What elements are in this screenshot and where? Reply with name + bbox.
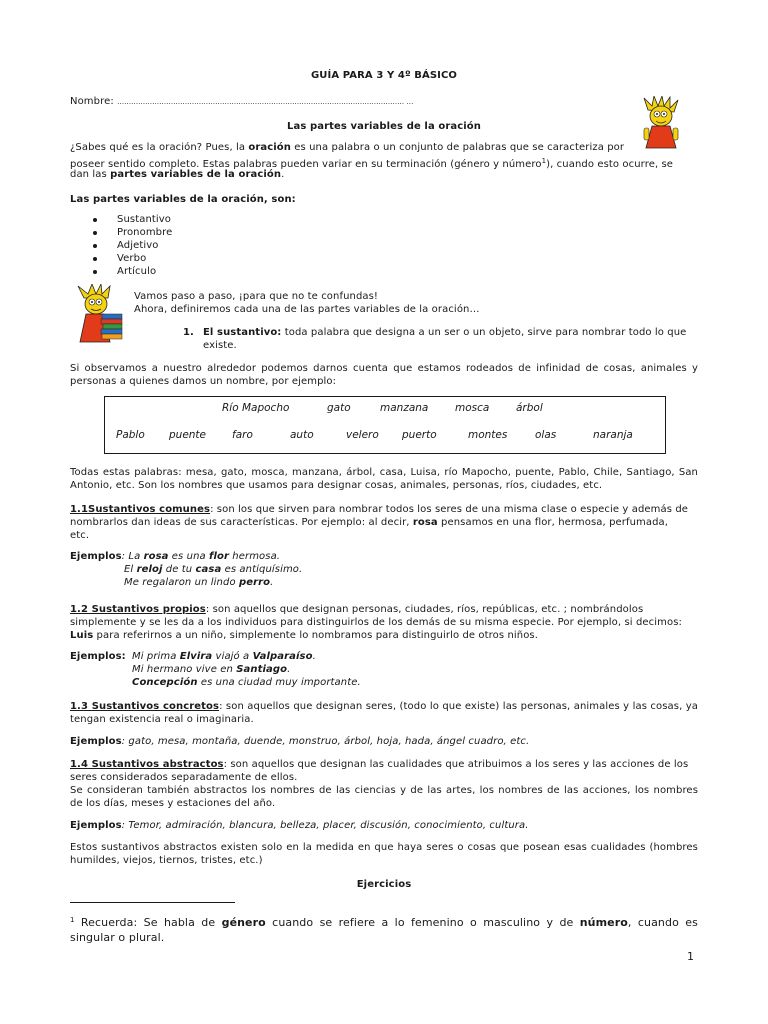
- list-item: Pronombre: [117, 227, 173, 238]
- examples-3: Ejemplos: gato, mesa, montaña, duende, monstruo, árbol, hoja, hada, ángel cuadro, etc.: [70, 736, 530, 747]
- name-field: [70, 95, 413, 109]
- observe-line-1: Si observamos a nuestro alrededor podemos darnos cuenta que estamos rodeados de infinidad de cosas, animales y: [70, 363, 698, 374]
- examples-2-line-1-text: Mi prima Elvira viajó a Valparaíso.: [132, 651, 316, 662]
- step-line-2: Ahora, definiremos cada una de las partes variables de la oración…: [134, 304, 480, 315]
- lisa-with-books-icon: [68, 284, 126, 346]
- bullet-icon: [93, 257, 97, 261]
- name-dots: …………………………………………………………………………………………………………… …: [117, 98, 414, 106]
- list-item: Adjetivo: [117, 240, 159, 251]
- item-1-line-1: El sustantivo: toda palabra que designa a un ser o un objeto, sirve para nombrar todo lo que: [203, 327, 687, 338]
- examples-2-line-1: Ejemplos:: [70, 651, 126, 662]
- page-title: GUÍA PARA 3 Y 4º BÁSICO: [310, 70, 457, 81]
- box-word: mosca: [455, 402, 490, 414]
- abstract-nouns-line-1: 1.4 Sustantivos abstractos: son aquellos que designan las cualidades que atribuimos a los seres y las acciones de los: [70, 759, 689, 770]
- box-word: Río Mapocho: [222, 402, 290, 414]
- page-number: 1: [687, 950, 695, 963]
- box-word: árbol: [516, 402, 543, 414]
- box-word: olas: [535, 429, 557, 441]
- examples-box: [104, 396, 666, 454]
- box-word: faro: [232, 429, 253, 441]
- box-word: naranja: [593, 429, 633, 441]
- bullet-icon: [93, 218, 97, 222]
- observe-line-2: personas a quienes damos un nombre, por ejemplo:: [70, 376, 337, 387]
- examples-2-line-3: Concepción es una ciudad muy importante.: [132, 677, 361, 688]
- item-1-line-2: existe.: [203, 340, 237, 351]
- exercises-heading: Ejercicios: [356, 879, 412, 890]
- todas-line-2: Antonio, etc. Son los nombres que usamos para designar cosas, animales, personas, ríos, ciudades, etc.: [70, 480, 603, 491]
- intro-line-3: dan las partes variables de la oración.: [70, 169, 285, 180]
- proper-nouns-line-1: 1.2 Sustantivos propios: son aquellos que designan personas, ciudades, ríos, repúblicas, etc. ; nombrándolos: [70, 604, 644, 615]
- common-nouns-line-2: nombrarlos dan ideas de sus características. Por ejemplo: al decir, rosa pensamos en una flor, hermosa, perfumada,: [70, 517, 669, 528]
- box-word: Pablo: [116, 429, 145, 441]
- examples-1-line-2: El reloj de tu casa es antiquísimo.: [124, 564, 303, 575]
- box-word: montes: [468, 429, 508, 441]
- subtitle: Las partes variables de la oración: [287, 121, 481, 132]
- box-word: manzana: [380, 402, 429, 414]
- common-nouns-line-3: etc.: [70, 530, 90, 541]
- box-word: velero: [346, 429, 379, 441]
- intro-line-1: ¿Sabes qué es la oración? Pues, la oración es una palabra o un conjunto de palabras que se caracteriza por: [70, 142, 625, 153]
- abstract-nouns-line-3: Se consideran también abstractos los nombres de las ciencias y de las artes, los nombres de las acciones, los nombres: [70, 785, 698, 796]
- examples-1-line-1: Ejemplos: La rosa es una flor hermosa.: [70, 551, 281, 562]
- examples-1-line-3: Me regalaron un lindo perro.: [124, 577, 274, 588]
- common-nouns-line-1: 1.1Sustantivos comunes: son los que sirven para nombrar todos los seres de una misma clase o especie y además de: [70, 504, 689, 515]
- list-item: Sustantivo: [117, 214, 172, 225]
- box-word: gato: [327, 402, 351, 414]
- step-line-1: Vamos paso a paso, ¡para que no te confundas!: [134, 291, 379, 302]
- examples-4: Ejemplos: Temor, admiración, blancura, belleza, placer, discusión, conocimiento, cultura.: [70, 820, 529, 831]
- abstract-nouns-line-2: seres considerados separadamente de ellos.: [70, 772, 298, 783]
- estos-line-1: Estos sustantivos abstractos existen solo en la medida en que haya seres o cosas que posean esas cualidades (hombres: [70, 842, 698, 853]
- intro-line-2: poseer sentido completo. Estas palabras pueden variar en su terminación (género y número$^1$), cuando esto ocurre, se: [70, 157, 674, 170]
- bullet-icon: [93, 231, 97, 235]
- concrete-nouns-line-2: tengan existencia real o imaginaria.: [70, 714, 254, 725]
- todas-line-1: Todas estas palabras: mesa, gato, mosca, manzana, árbol, casa, Luisa, río Mapocho, puente, Pablo, Chile, Santiago, San: [70, 467, 698, 478]
- parts-heading: Las partes variables de la oración, son:: [70, 194, 296, 205]
- examples-2-line-2: Mi hermano vive en Santiago.: [132, 664, 291, 675]
- proper-nouns-line-3: Luis para referirnos a un niño, simplemente lo nombramos para distinguirlo de otros niños.: [70, 630, 539, 641]
- proper-nouns-line-2: simplemente y se les da a los individuos para distinguirlos de los demás de su misma especie. Por ejemplo, si decimos:: [70, 617, 682, 628]
- list-item: Verbo: [117, 253, 147, 264]
- estos-line-2: humildes, viejos, tiernos, tristes, etc.): [70, 855, 263, 866]
- list-item: Artículo: [117, 266, 157, 277]
- footnote-separator: [70, 902, 235, 903]
- box-word: auto: [290, 429, 314, 441]
- box-word: puente: [169, 429, 207, 441]
- footnote-line-2: singular o plural.: [70, 931, 165, 944]
- abstract-nouns-line-4: de los días, meses y estaciones del año.: [70, 798, 276, 809]
- box-word: puerto: [402, 429, 437, 441]
- bullet-icon: [93, 270, 97, 274]
- concrete-nouns-line-1: 1.3 Sustantivos concretos: son aquellos que designan seres, (todo lo que existe) las personas, animales y las cosas, ya: [70, 701, 698, 712]
- footnote-line-1: $^1$ Recuerda: Se habla de género cuando se refiere a lo femenino o masculino y de número, cuando es: [70, 916, 698, 929]
- item-number: 1.: [183, 327, 194, 338]
- bullet-icon: [93, 244, 97, 248]
- name-label: Nombre:: [70, 96, 114, 107]
